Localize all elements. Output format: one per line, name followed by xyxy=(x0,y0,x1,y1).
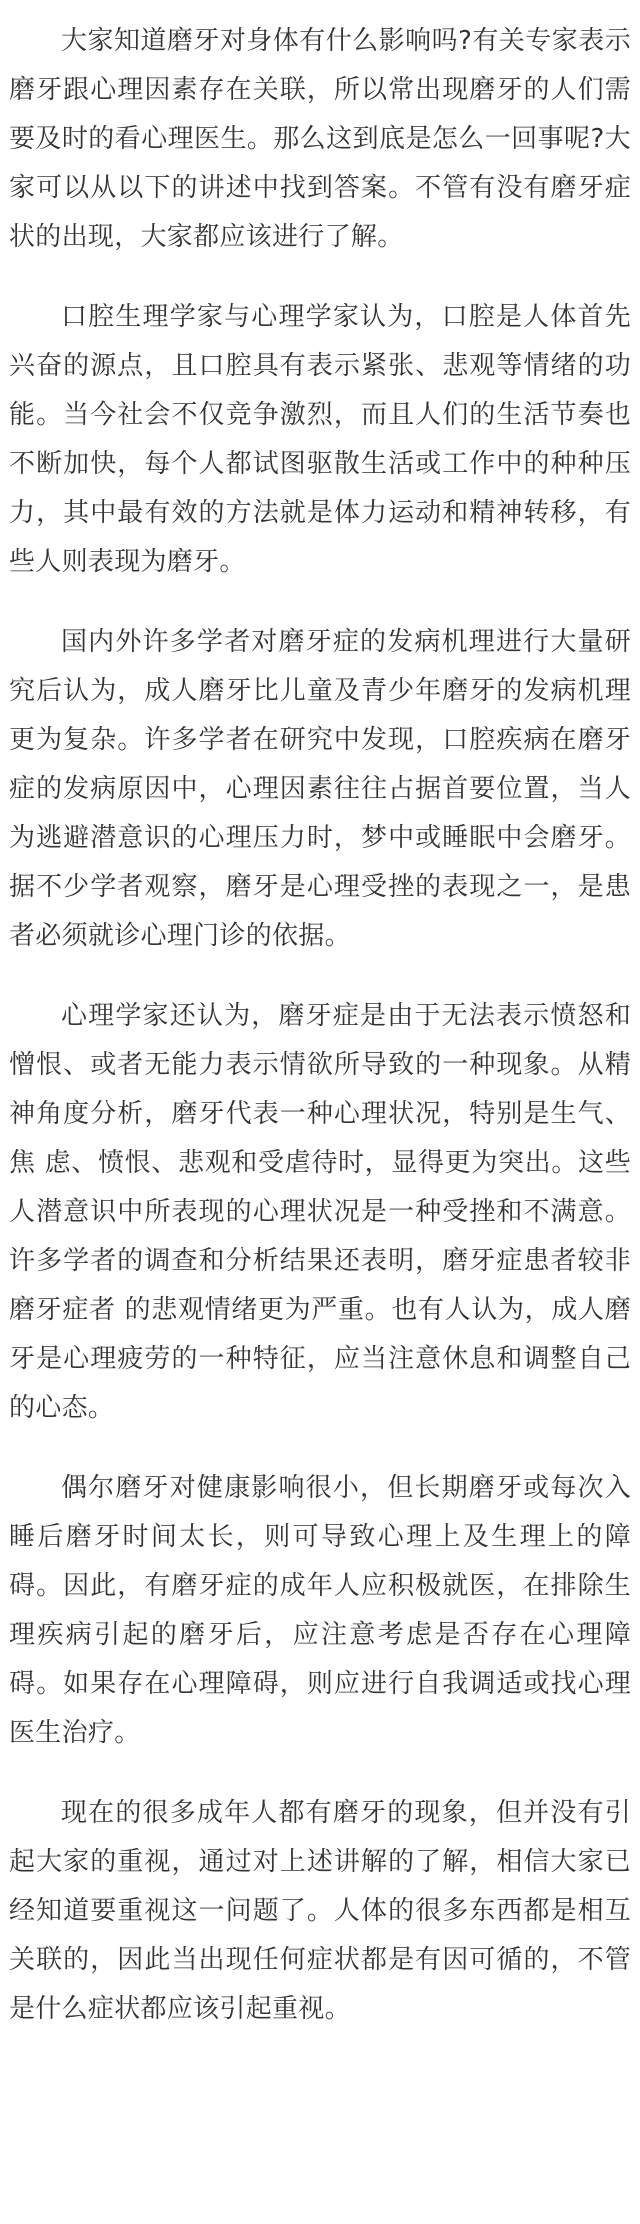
article-paragraph: 国内外许多学者对磨牙症的发病机理进行大量研究后认为，成人磨牙比儿童及青少年磨牙的发病机理更为复杂。许多学者在研究中发现，口腔疾病在磨牙症的发病原因中，心理因素往往占据首要位置，当人为逃避潜意识的心理压力时，梦中或睡眠中会磨牙。据不少学者观察，磨牙是心理受挫的表现之一，是患者必须就诊心理门诊的依据。 xyxy=(9,627,631,951)
article-paragraph: 心理学家还认为，磨牙症是由于无法表示愤怒和憎恨、或者无能力表示情欲所导致的一种现象。从精神角度分析，磨牙代表一种心理状况，特别是生气、焦 虑、愤恨、悲观和受虐待时，显得更为突出。这些人潜意识中所表现的心理状况是一种受挫和不满意。许多学者的调查和分析结果还表明，磨牙症患者较非磨牙症者 的悲观情绪更为严重。也有人认为，成人磨牙是心理疲劳的一种特征，应当注意休息和调整自己的心态。 xyxy=(9,1001,631,1423)
article-paragraph: 现在的很多成年人都有磨牙的现象，但并没有引起大家的重视，通过对上述讲解的了解，相信大家已经知道要重视这一问题了。人体的很多东西都是相互关联的，因此当出现任何症状都是有因可循的，不管是什么症状都应该引起重视。 xyxy=(9,1798,631,2024)
article-paragraph: 大家知道磨牙对身体有什么影响吗?有关专家表示磨牙跟心理因素存在关联，所以常出现磨牙的人们需要及时的看心理医生。那么这到底是怎么一回事呢?大家可以从以下的讲述中找到答案。不管有没有磨牙症状的出现，大家都应该进行了解。 xyxy=(9,26,631,252)
article-paragraph: 偶尔磨牙对健康影响很小，但长期磨牙或每次入睡后磨牙时间太长，则可导致心理上及生理上的障碍。因此，有磨牙症的成年人应积极就医，在排除生理疾病引起的磨牙后，应注意考虑是否存在心理障碍。如果存在心理障碍，则应进行自我调适或找心理医生治疗。 xyxy=(9,1473,631,1748)
article-paragraph: 口腔生理学家与心理学家认为，口腔是人体首先兴奋的源点，且口腔具有表示紧张、悲观等情绪的功能。当今社会不仅竞争激烈，而且人们的生活节奏也不断加快，每个人都试图驱散生活或工作中的种种压力，其中最有效的方法就是体力运动和精神转移，有些人则表现为磨牙。 xyxy=(9,302,631,577)
